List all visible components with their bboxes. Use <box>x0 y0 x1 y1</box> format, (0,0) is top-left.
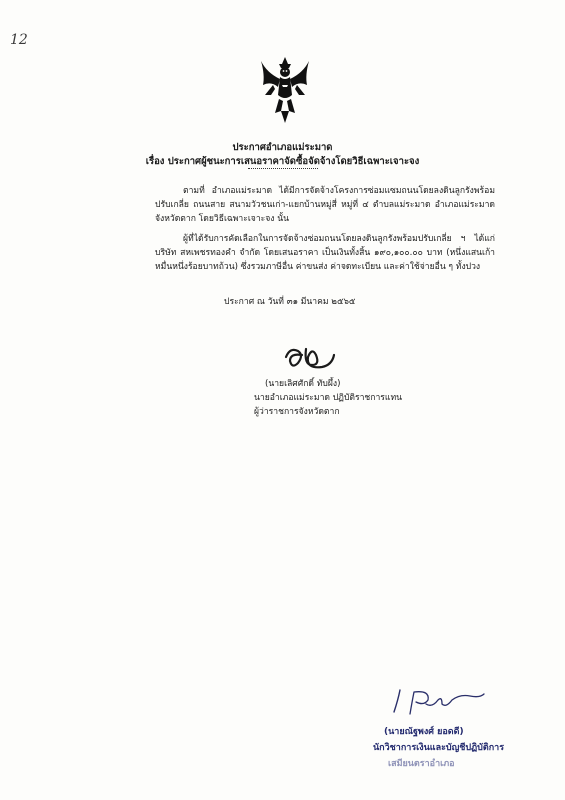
signatory-name: (นายเลิศศักดิ์ ทับผึ้ง) <box>265 379 341 389</box>
handwritten-page-number: 12 <box>10 32 28 48</box>
body-paragraph-2: ผู้ที่ได้รับการคัดเลือกในการจัดจ้างซ่อมถนนโดยลงดินลูกรังพร้อมปรับเกลี่ย ฯ ได้แก่ บริษัท สหเพชรทองคำ จำกัด โดยเสนอราคา เป็นเงินทั้งสิ้น ๑๙๐,๑๐๐.๐๐ บาท (หนึ่งแสนเก้าหมื่นหนึ่งร้อยบาทถ้วน) ซึ่งรวมภาษีอื่น ค่าขนส่ง ค่าจดทะเบียน และค่าใช้จ่ายอื่น ๆ ทั้งปวง <box>155 234 495 272</box>
bottom-signatory-position: นักวิชาการเงินและบัญชีปฏิบัติการ <box>373 743 505 753</box>
bottom-signatory-position-2: เสมียนตราอำเภอ <box>388 759 455 769</box>
announcement-date: ประกาศ ณ วันที่ ๓๑ มีนาคม ๒๕๖๕ <box>224 297 356 307</box>
signatory-position-2: ผู้ว่าราชการจังหวัดตาก <box>254 407 340 417</box>
announcement-subject: เรื่อง ประกาศผู้ชนะการเสนอราคาจัดซื้อจัดจ้างโดยวิธีเฉพาะเจาะจง <box>145 156 420 167</box>
bottom-signature-image <box>380 686 490 716</box>
body-paragraph-1: ตามที่ อำเภอแม่ระมาด ได้มีการจัดจ้างโครงการซ่อมแซมถนนโดยลงดินลูกรังพร้อมปรับเกลี่ย ถนนสาย สนามวัวชนเก่า-แยกบ้านหมู่สี่ หมู่ที่ ๔ ตำบลแม่ระมาด อำเภอแม่ระมาด จังหวัดตาก โดยวิธีเฉพาะเจาะจง นั้น <box>155 186 495 224</box>
signatory-position: นายอำเภอแม่ระมาด ปฏิบัติราชการแทน <box>254 393 402 403</box>
announcement-title: ประกาศอำเภอแม่ระมาด <box>232 142 333 153</box>
garuda-emblem-icon <box>259 55 311 125</box>
divider <box>248 168 318 169</box>
signature-image <box>282 335 338 375</box>
bottom-signatory-name: (นายณัฐพงศ์ ยอดดี) <box>384 727 464 737</box>
